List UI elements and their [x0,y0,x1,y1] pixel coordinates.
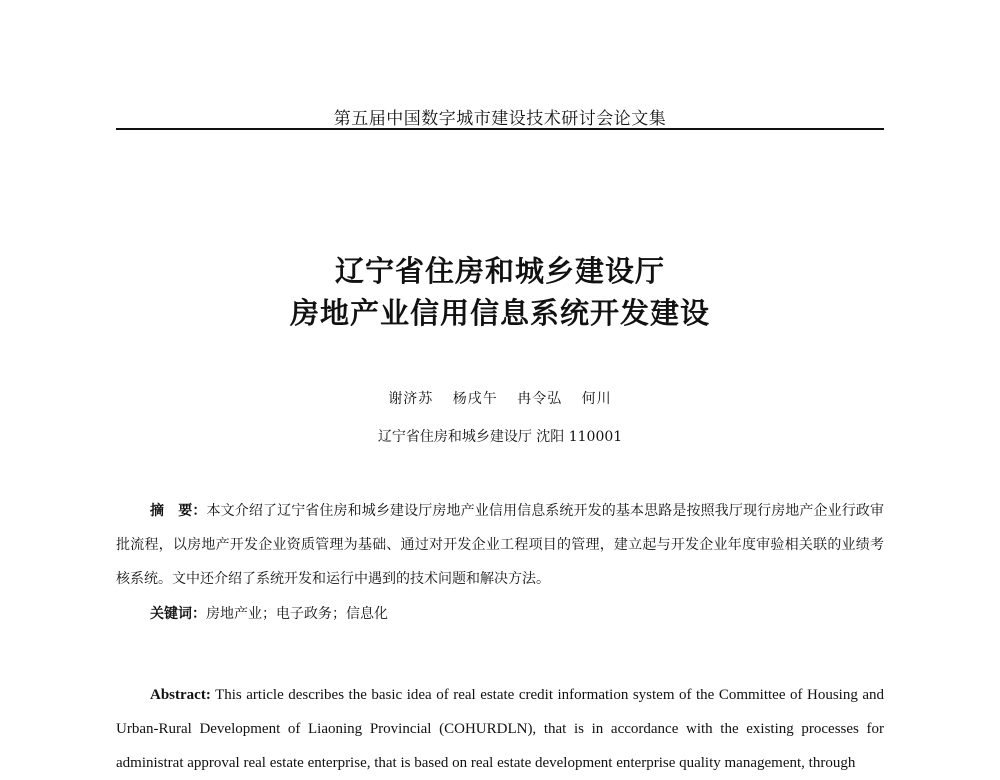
keywords [150,603,884,623]
author: 杨戌午 [452,391,498,407]
abstract-chinese [116,494,884,596]
author-list [0,388,1000,408]
header-rule [116,128,884,130]
abstract-english [116,678,884,780]
title-line-1: 辽宁省住房和城乡建设厅 [334,254,665,288]
keywords-label: 关键词： [150,606,206,622]
abstract-cn-label: 摘 要： [150,503,207,519]
abstract-cn-text: 本文介绍了辽宁省住房和城乡建设厅房地产业信用信息系统开发的基本思路是按照我厅现行房地产企业行政审批流程，以房地产开发企业资质管理为基础、通过对开发企业工程项目的管理，建立起与开发企业年度审验相关联的业绩考核系统。文中还介绍了系统开发和运行中遇到的技术问题和解决方法。 [116,503,885,587]
author: 冉令弘 [517,391,563,407]
author: 谢济苏 [388,391,434,407]
running-header: 第五届中国数字城市建设技术研讨会论文集 [333,109,667,129]
title-line-2: 房地产业信用信息系统开发建设 [289,296,710,330]
abstract-en-text: This article describes the basic idea of real estate credit information system of the Committee of Housing and Urban-Rural Development of Liaoning Provincial (COHURDLN), that is in accordance with the existing processes for administrat approval real estate enterprise, that is based on real estate development enterprise quality management, through [116,687,885,771]
paper-title [0,250,1000,334]
abstract-en-label: Abstract: [150,687,211,703]
affiliation: 辽宁省住房和城乡建设厅 沈阳 110001 [377,429,623,445]
keywords-text: 房地产业；电子政务；信息化 [206,606,388,622]
author: 何川 [581,391,612,407]
